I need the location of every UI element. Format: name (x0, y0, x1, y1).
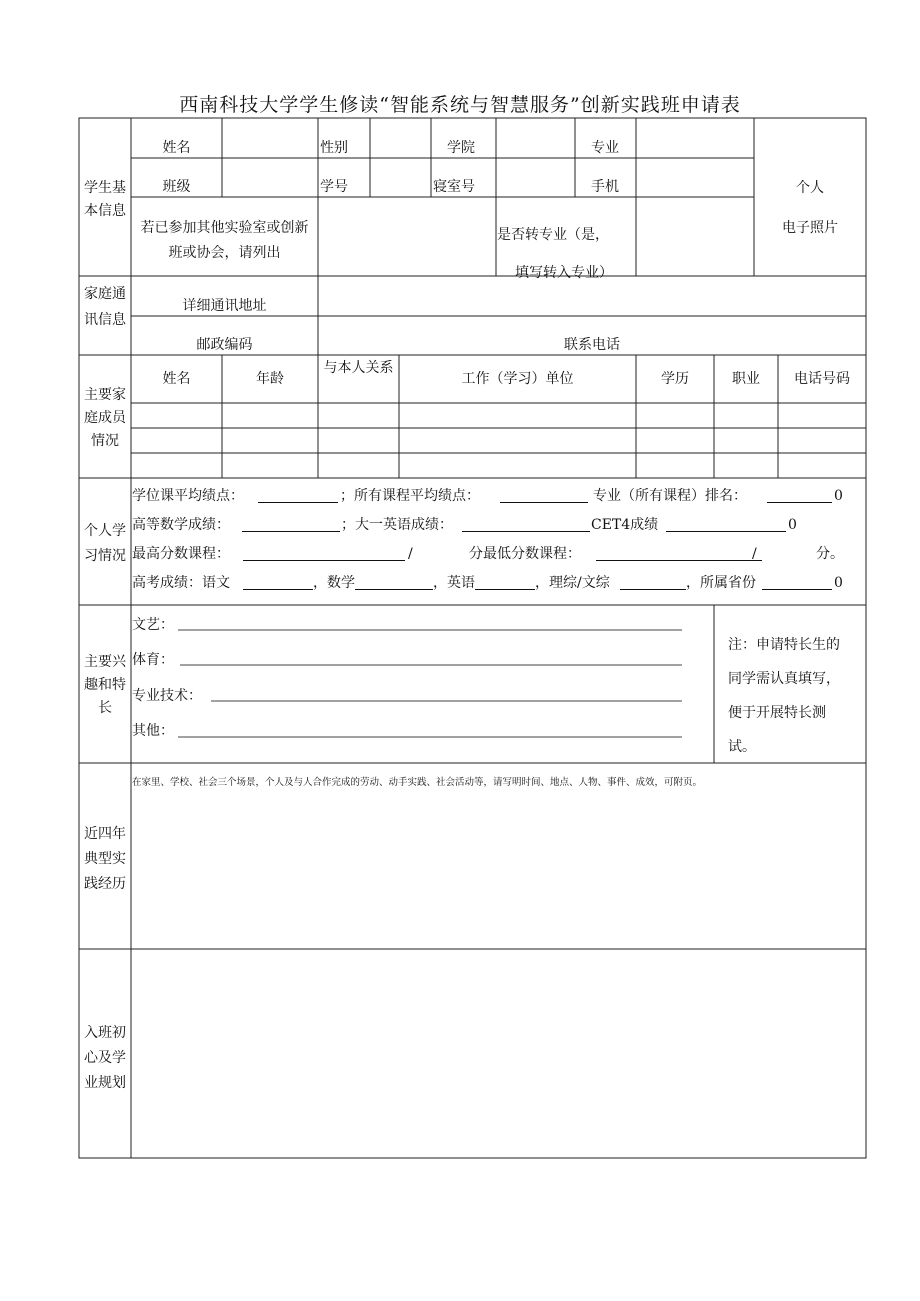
section-home-line2: 讯信息 (84, 312, 126, 328)
section-family-line1: 主要家 (84, 387, 126, 403)
section-home-info (79, 281, 131, 333)
section-plan-line1: 入班初 (84, 1025, 126, 1041)
tech-label: 专业技术： (132, 688, 202, 704)
zip-label: 邮政编码 (196, 337, 253, 353)
province-label: ，所属省份 (686, 575, 756, 591)
gaokao-sci-label: ，理综/文综 (535, 575, 610, 591)
family-header-education: 学历 (661, 371, 689, 387)
photo-box (754, 168, 866, 248)
interest-note-line4: 试。 (728, 739, 756, 755)
gpa-degree-label: 学位课平均绩点： (132, 488, 244, 504)
gaokao-english-blank[interactable] (475, 577, 535, 590)
gender-label: 性别 (320, 140, 348, 156)
lowest-course-blank[interactable] (596, 548, 762, 561)
gaokao-sci-blank[interactable] (620, 577, 686, 590)
gaokao-chinese-blank[interactable] (243, 577, 313, 590)
family-header-relation: 与本人关系 (323, 360, 394, 376)
rank-end: 0 (834, 488, 843, 504)
section-practice (79, 822, 131, 897)
photo-line2: 电子照片 (782, 220, 838, 236)
fen-label: 分。 (816, 546, 844, 562)
section-study-line2: 习情况 (84, 548, 126, 564)
gpa-degree-blank[interactable] (258, 490, 338, 503)
english-score-blank[interactable] (462, 519, 590, 532)
section-interest-line1: 主要兴 (84, 654, 126, 670)
section-practice-line3: 践经历 (84, 876, 126, 892)
practice-input-area[interactable] (132, 795, 864, 947)
family-header-workplace: 工作（学习）单位 (461, 371, 574, 387)
address-label: 详细通讯地址 (182, 298, 267, 314)
form-title: 西南科技大学学生修读“智能系统与智慧服务”创新实践班申请表 (179, 94, 741, 116)
cet4-blank[interactable] (666, 519, 786, 532)
section-plan (79, 1021, 131, 1096)
section-family (79, 384, 131, 453)
section-home-line1: 家庭通 (84, 286, 126, 302)
section-interest (79, 651, 131, 720)
section-basic-info-line2: 本信息 (84, 203, 126, 219)
slash-1: / (408, 546, 413, 562)
section-interest-line3: 长 (98, 700, 112, 716)
interest-note-line3: 便于开展特长测 (728, 705, 826, 721)
interest-note-line2: 同学需认真填写， (728, 671, 840, 687)
section-practice-line1: 近四年 (84, 826, 126, 842)
slash-2: / (752, 546, 757, 562)
highest-course-label: 最高分数课程： (132, 546, 230, 562)
family-header-name: 姓名 (162, 371, 191, 387)
gaokao-math-blank[interactable] (355, 577, 433, 590)
section-basic-info-line1: 学生基 (84, 180, 126, 196)
section-plan-line2: 心及学 (84, 1050, 126, 1066)
transfer-line2: 填写转入专业） (515, 265, 613, 281)
family-header-occupation: 职业 (732, 371, 760, 387)
math-score-blank[interactable] (242, 519, 340, 532)
student-id-label: 学号 (320, 179, 348, 195)
family-header-age: 年龄 (256, 371, 284, 387)
section-practice-line2: 典型实 (84, 851, 126, 867)
arts-label: 文艺： (132, 617, 174, 633)
gaokao-end: 0 (834, 575, 843, 591)
major-label: 专业 (591, 140, 619, 156)
lowest-course-label: 分最低分数课程： (469, 546, 581, 562)
highest-course-blank[interactable] (243, 548, 405, 561)
other-lab-label (131, 216, 318, 266)
class-label: 班级 (162, 179, 191, 195)
practice-hint: 在家里、学校、社会三个场景，个人及与人合作完成的劳动、动手实践、社会活动等，请写明时间、地点、人物、事件、成效，可附页。 (132, 777, 703, 788)
other-label: 其他： (132, 723, 174, 739)
transfer-line1: 是否转专业（是， (497, 227, 609, 243)
interest-note-line1: 注：申请特长生的 (728, 637, 840, 653)
gpa-all-label: ；所有课程平均绩点： (340, 488, 480, 504)
cet4-label: CET4成绩 (591, 517, 659, 533)
family-header-phone: 电话号码 (794, 371, 850, 387)
sports-label: 体育： (132, 652, 174, 668)
rank-label: 专业（所有课程）排名： (593, 488, 747, 504)
province-blank[interactable] (762, 577, 832, 590)
section-plan-line3: 业规划 (84, 1075, 126, 1091)
section-study (79, 519, 131, 569)
photo-line1: 个人 (796, 180, 824, 196)
college-label: 学院 (447, 140, 475, 156)
english-score-label: ；大一英语成绩： (341, 517, 453, 533)
section-basic-info (79, 177, 131, 223)
plan-input-area[interactable] (132, 951, 864, 1156)
other-lab-line1: 若已参加其他实验室或创新 (140, 220, 309, 236)
section-interest-line2: 趣和特 (84, 677, 126, 693)
gaokao-math-label: ，数学 (313, 575, 355, 591)
gaokao-chinese-label: 高考成绩：语文 (132, 575, 230, 591)
interest-note (728, 628, 860, 764)
dorm-label: 寝室号 (433, 179, 475, 195)
math-score-label: 高等数学成绩： (132, 517, 230, 533)
gpa-all-blank[interactable] (500, 490, 588, 503)
section-family-line3: 情况 (91, 433, 119, 449)
transfer-label (497, 216, 636, 292)
gaokao-english-label: ，英语 (433, 575, 475, 591)
cet4-end: 0 (788, 517, 797, 533)
section-study-line1: 个人学 (84, 523, 126, 539)
other-lab-line2: 班或协会，请列出 (168, 245, 281, 261)
section-family-line2: 庭成员 (84, 410, 126, 426)
phone-label: 手机 (591, 179, 619, 195)
rank-blank[interactable] (767, 490, 832, 503)
name-label: 姓名 (162, 140, 191, 156)
contact-phone-label: 联系电话 (564, 337, 620, 353)
